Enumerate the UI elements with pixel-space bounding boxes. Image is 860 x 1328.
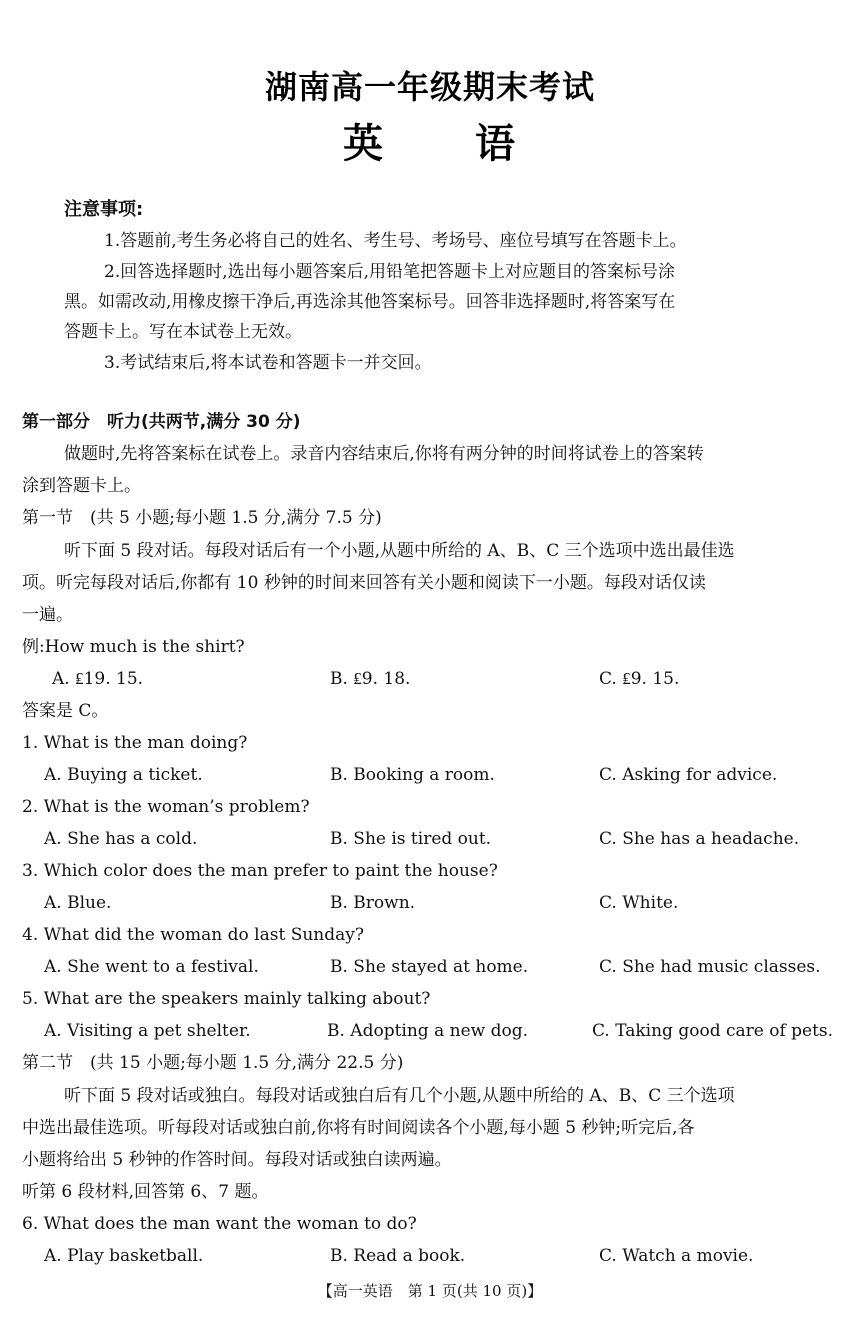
question-4-option-b: B. She stayed at home. xyxy=(330,957,529,977)
section2-heading: 第二节 (共 15 小题;每小题 1.5 分,满分 22.5 分) xyxy=(22,1053,404,1073)
example-answer: 答案是 C。 xyxy=(22,701,109,721)
section1-intro-line-1: 听下面 5 段对话。每段对话后有一个小题,从题中所给的 A、B、C 三个选项中选出最佳选 xyxy=(64,541,735,561)
example-question: 例:How much is the shirt? xyxy=(22,637,245,657)
question-1: 1. What is the man doing? xyxy=(22,733,248,753)
notice-item-2-line-3: 答题卡上。写在本试卷上无效。 xyxy=(64,322,302,342)
part1-intro-line-1: 做题时,先将答案标在试卷上。录音内容结束后,你将有两分钟的时间将试卷上的答案转 xyxy=(64,444,704,464)
question-3-option-a: A. Blue. xyxy=(44,893,112,913)
exam-title: 湖南高一年级期末考试 xyxy=(264,68,595,106)
notice-heading: 注意事项: xyxy=(64,199,144,220)
section1-intro-line-2: 项。听完每段对话后,你都有 10 秒钟的时间来回答有关小题和阅读下一小题。每段对话仅读 xyxy=(22,573,706,593)
part1-intro-line-2: 涂到答题卡上。 xyxy=(22,476,141,496)
question-5: 5. What are the speakers mainly talking about? xyxy=(22,989,431,1009)
section2-intro-line-2: 中选出最佳选项。听每段对话或独白前,你将有时间阅读各个小题,每小题 5 秒钟;听完后,各 xyxy=(22,1118,695,1138)
notice-item-3: 3.考试结束后,将本试卷和答题卡一并交回。 xyxy=(104,353,432,373)
question-3-option-c: C. White. xyxy=(599,893,679,913)
question-1-option-a: A. Buying a ticket. xyxy=(44,765,203,785)
question-4-option-a: A. She went to a festival. xyxy=(44,957,259,977)
question-4: 4. What did the woman do last Sunday? xyxy=(22,925,364,945)
section2-intro-line-3: 小题将给出 5 秒钟的作答时间。每段对话或独白读两遍。 xyxy=(22,1150,452,1170)
question-4-option-c: C. She had music classes. xyxy=(599,957,821,977)
question-5-option-b: B. Adopting a new dog. xyxy=(327,1021,528,1041)
part1-heading: 第一部分 听力(共两节,满分 30 分) xyxy=(22,412,301,432)
question-2-option-b: B. She is tired out. xyxy=(330,829,492,849)
subject-title xyxy=(0,112,860,169)
question-5-option-a: A. Visiting a pet shelter. xyxy=(44,1021,251,1041)
notice-item-2-line-2: 黑。如需改动,用橡皮擦干净后,再选涂其他答案标号。回答非选择题时,将答案写在 xyxy=(64,292,676,312)
section2-material: 听第 6 段材料,回答第 6、7 题。 xyxy=(22,1182,269,1202)
question-2: 2. What is the woman’s problem? xyxy=(22,797,310,817)
section1-heading: 第一节 (共 5 小题;每小题 1.5 分,满分 7.5 分) xyxy=(22,508,382,528)
example-option-c: C. ₤9. 15. xyxy=(599,669,680,689)
question-3: 3. Which color does the man prefer to paint the house? xyxy=(22,861,498,881)
example-option-a: A. ₤19. 15. xyxy=(52,669,144,689)
question-6-option-b: B. Read a book. xyxy=(330,1246,466,1266)
example-option-b: B. ₤9. 18. xyxy=(330,669,411,689)
section1-intro-line-3: 一遍。 xyxy=(22,605,73,625)
question-5-option-c: C. Taking good care of pets. xyxy=(592,1021,834,1041)
section2-intro-line-1: 听下面 5 段对话或独白。每段对话或独白后有几个小题,从题中所给的 A、B、C 三个选项 xyxy=(64,1086,735,1106)
question-1-option-c: C. Asking for advice. xyxy=(599,765,778,785)
question-6: 6. What does the man want the woman to do? xyxy=(22,1214,417,1234)
question-6-option-c: C. Watch a movie. xyxy=(599,1246,754,1266)
page-footer: 【高一英语 第 1 页(共 10 页)】 xyxy=(317,1282,543,1300)
question-6-option-a: A. Play basketball. xyxy=(44,1246,204,1266)
subject-char-2: 语 xyxy=(475,121,517,167)
subject-char-1: 英 xyxy=(343,121,385,167)
notice-item-2-line-1: 2.回答选择题时,选出每小题答案后,用铅笔把答题卡上对应题目的答案标号涂 xyxy=(104,262,676,282)
question-2-option-c: C. She has a headache. xyxy=(599,829,800,849)
notice-item-1: 1.答题前,考生务必将自己的姓名、考生号、考场号、座位号填写在答题卡上。 xyxy=(104,231,687,251)
question-3-option-b: B. Brown. xyxy=(330,893,416,913)
question-2-option-a: A. She has a cold. xyxy=(44,829,198,849)
question-1-option-b: B. Booking a room. xyxy=(330,765,495,785)
